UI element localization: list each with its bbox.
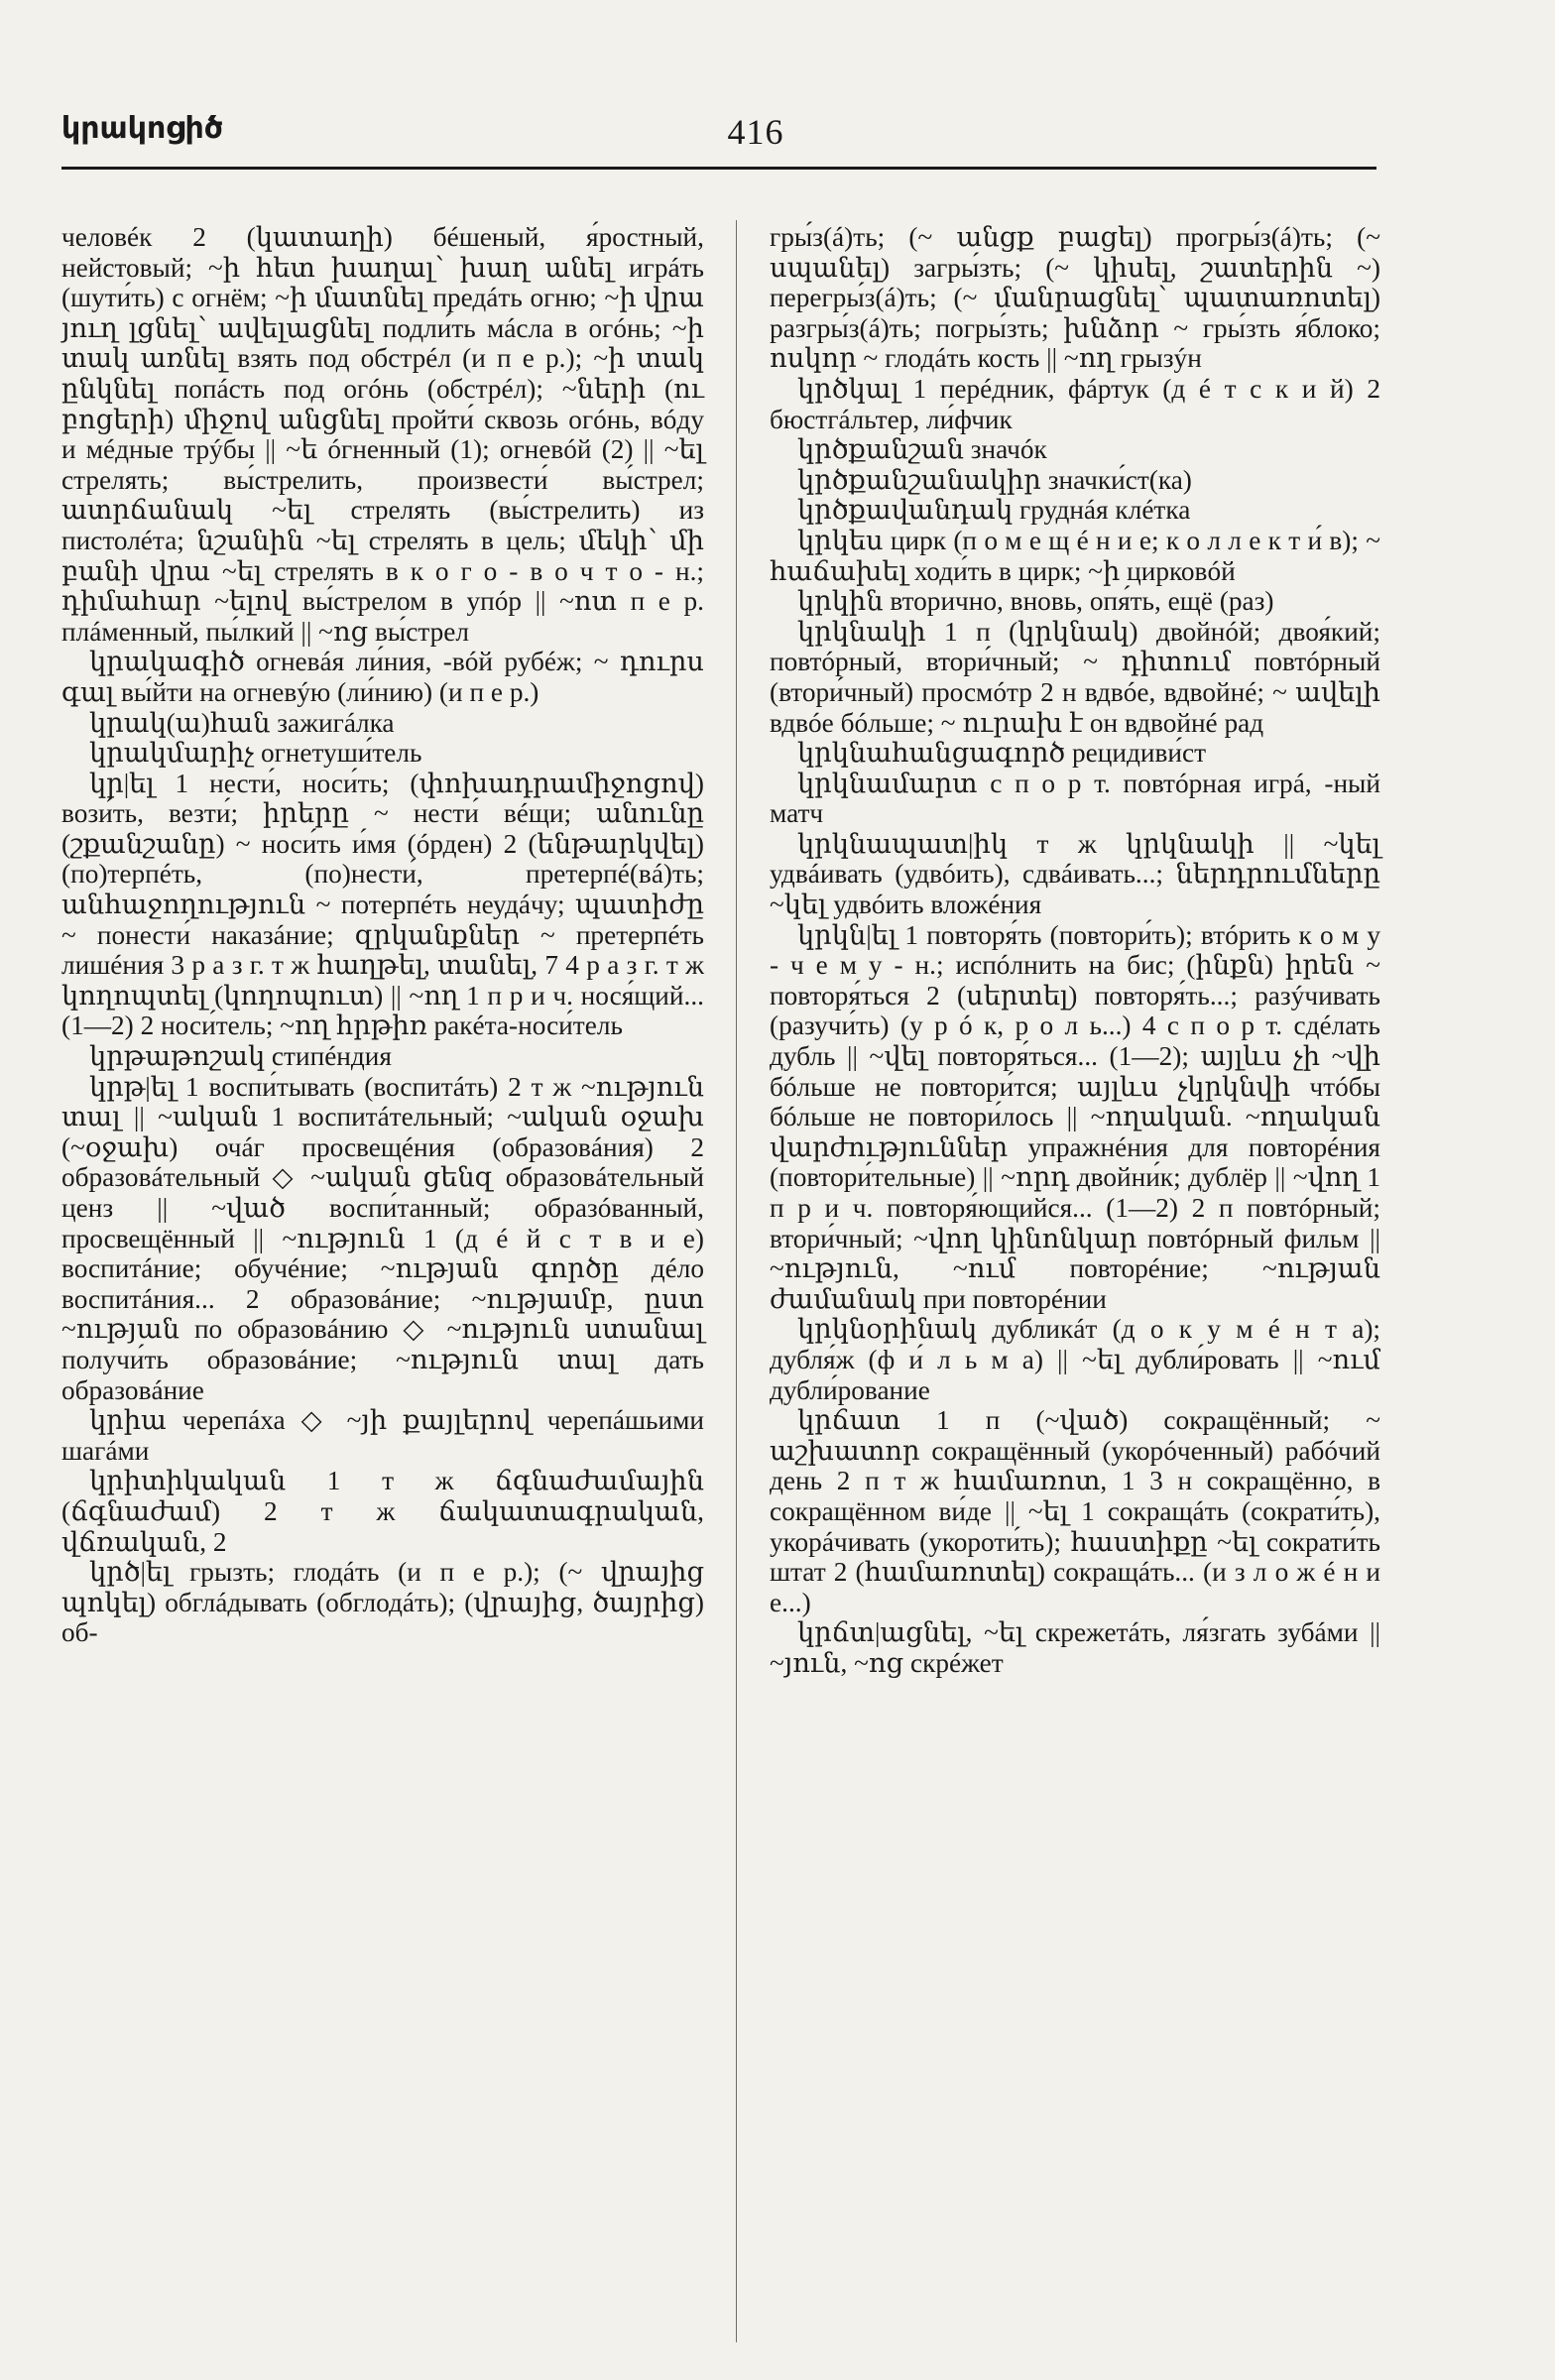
dictionary-entry: կրիտիկական 1 т ж ճգնաժամային (ճգնաժամ) 2 т ж ճակատագրական, վճռական, 2 — [61, 1466, 704, 1557]
column-divider — [736, 220, 737, 2342]
dictionary-entry: կրակմարիչ огнетуши́тель — [89, 738, 422, 769]
dictionary-entry: կրկին вторично, вновь, опя́ть, ещё (раз) — [797, 586, 1274, 617]
dictionary-entry: կրիա черепáха ◇ ~յի քայլերով черепáшьими шагáми — [61, 1405, 704, 1466]
dictionary-entry: կրկնամարտ с п о р т. повтóрная игрá, -ный матч — [770, 768, 1380, 829]
dictionary-entry: կրթ|ել 1 воспи́тывать (воспитáть) 2 т ж ~ություն տալ || ~ական 1 воспитáтельный; ~ական օջախ (~օջախ) очáг просвещéния (образовáния) 2 образовáтельный ◇ ~ական ցենզ образовáтельный ценз || ~ված воспи́танный; образóванный, просвещённый || ~ություն 1 (д é й с т в и е) воспитáние; обучéние; ~ության գործը дéло воспитáния... 2 образовáние; ~ությամբ, ըստ ~ության по образовáнию ◇ ~ություն ստանալ получи́ть образовáние; ~ություն տալ дать образовáние — [61, 1071, 704, 1405]
right-column — [770, 222, 1380, 1679]
dictionary-entry: կրճտ|ացնել, ~ել скрежетáть, ля́згать зубáми || ~յուն, ~ոց скрéжет — [770, 1617, 1380, 1678]
dictionary-entry: կրծքավանդակ груднáя клéтка — [797, 495, 1191, 526]
dictionary-entry: կրկնապատ|իկ т ж կրկնակի || ~կել удвáивать (удвóить), сдвáивать...; ներդրումները ~կել удвóить вложéния — [770, 828, 1380, 920]
header-rule — [61, 167, 1376, 170]
dictionary-entry: կրծքանշան значóк — [797, 434, 1047, 465]
dictionary-entry: կրկն|ել 1 повторя́ть (повтори́ть); втóрить к о м у - ч е м у - н.; испóлнить на бис; (ինքն) իրեն ~ повторя́ться 2 (սերտել) повторя́ть...; разýчивать (разучи́ть) (у р ó к, р о л ь...) 4 с п о р т. сдéлать дубль || ~վել повторя́ться... (1—2); այլևս չի ~վի бóльше не повтори́тся; այլևս չկրկնվի чтóбы бóльше не повтори́лось || ~ողական. ~ողական վարժություններ упражнéния для повторéния (повтори́тельные) || ~որդ двойни́к; дублёр || ~վող 1 п р и ч. повторя́ющийся... (1—2) 2 п повтóрный; втори́чный; ~վող կինոնկար повтóрный фильм || ~ություն, ~ում повторéние; ~ության ժամանակ при повторéнии — [770, 919, 1380, 1314]
dictionary-entry: կրկնահանցագործ рецидиви́ст — [797, 738, 1207, 769]
dictionary-entry: կրակ(ա)հան зажигáлка — [89, 707, 395, 738]
dictionary-entry: կր|ել 1 нести́, носи́ть; (փոխադրամիջոցով) вози́ть, везти́; իրերը ~ нести́ вéщи; անունը (շքանշանը) ~ носи́ть и́мя (óрден) 2 (ենթարկվել) (по)терпéть, (по)нести́, претерпé(вá)ть; անհաջողություն ~ потерпéть неудáчу; պատիժը ~ понести́ наказáние; զրկանքներ ~ претерпéть лишéния 3 р а з г. т ж հաղթել, տանել, 7 4 р а з г. т ж կողոպտել (կողոպուտ) || ~ող 1 п р и ч. нося́щий... (1—2) 2 носи́тель; ~ող հրթիռ ракéта-носи́тель — [61, 768, 704, 1041]
dictionary-entry: կրծկալ 1 перéдник, фáртук (д é т с к и й) 2 бюстгáльтер, ли́фчик — [770, 373, 1380, 434]
running-head: կրակոցիծ — [61, 111, 223, 146]
dictionary-entry: կրթաթոշակ стипéндия — [89, 1041, 392, 1072]
left-column — [61, 222, 704, 1648]
dictionary-entry: կրկնօրինակ дубликáт (д о к у м é н т а); дубля́ж (ф и́ л ь м а) || ~ել дубли́ровать || ~ում дубли́рование — [770, 1314, 1380, 1405]
dictionary-entry: կրկնակի 1 п (կրկնակ) двойнóй; двоя́кий; повтóрный, втори́чный; ~ դիտում повтóрный (втори́чный) просмóтр 2 н вдвóе, вдвойнé; ~ ավելի вдвóе бóльше; ~ ուրախ է он вдвойнé рад — [770, 616, 1380, 738]
dictionary-entry: կրծ|ել грызть; глодáть (и п е р.); (~ վրայից պոկել) обглáдывать (обглодáть); (վրայից, ծայրից) об- — [61, 1557, 704, 1648]
page-number: 416 — [727, 112, 784, 152]
dictionary-entry: կրճատ 1 п (~ված) сокращённый; ~ աշխատոր сокращённый (укорóченный) рабóчий день 2 п т ж համառոտ, 1 3 н сокращённо, в сокращённом ви́де || ~ել 1 сокращáть (сократи́ть), укорáчивать (укороти́ть); հաստիքը ~ել сократи́ть штат 2 (համառոտել) сокращáть... (и з л о ж é н и е...) — [770, 1405, 1380, 1617]
dictionary-entry: կրակագիծ огневáя ли́ния, -вóй рубéж; ~ դուրս գալ вы́йти на огневýю (ли́нию) (и п е р.) — [61, 647, 704, 707]
dictionary-entry: կրկես цирк (п о м е щ é н и е; к о л л е к т и́ в); ~ հաճախել ходи́ть в цирк; ~ի цирковóй — [770, 525, 1380, 586]
dictionary-entry: гры́з(á)ть; (~ անցք բացել) прогры́з(á)ть; (~ սպանել) загры́зть; (~ կիսել, շատերին ~) перегры́з(á)ть; (~ մանրացնել՝ պատառոտել) разгры́з(á)ть; погры́зть; խնձոր ~ гры́зть я́блоко; ոսկոր ~ глодáть кость || ~ող грызýн — [770, 222, 1380, 374]
dictionary-entry: человéк 2 (կատաղի) бéшеный, я́ростный, нейстовый; ~ի հետ խաղալ՝ խաղ անել игрáть (шути́ть) с огнём; ~ի մատնել предáть огню; ~ի վրա յուղ լցնել՝ ավելացնել подли́ть мáсла в огóнь; ~ի տակ առնել взять под обстрéл (и п е р.); ~ի տակ ընկնել попáсть под огóнь (обстрéл); ~ների (ու բոցերի) միջով անցնել пройти́ сквозь огóнь, вóду и мéдные трýбы || ~ե óгненный (1); огневóй (2) || ~ել стрелять; вы́стрелить, произвести́ вы́стрел; ատրճանակ ~ել стрелять (вы́стрелить) из пистолéта; նշանին ~ել стрелять в цель; մեկի՝ մի բանի վրա ~ել стрелять в к о г о - в о ч т о - н.; դիմահար ~ելով вы́стрелом в упóр || ~ոտ п е р. плáменный, пы́лкий || ~ոց вы́стрел — [61, 222, 704, 647]
page-header — [61, 111, 1369, 171]
dictionary-entry: կրծքանշանակիր значки́ст(ка) — [797, 464, 1192, 495]
